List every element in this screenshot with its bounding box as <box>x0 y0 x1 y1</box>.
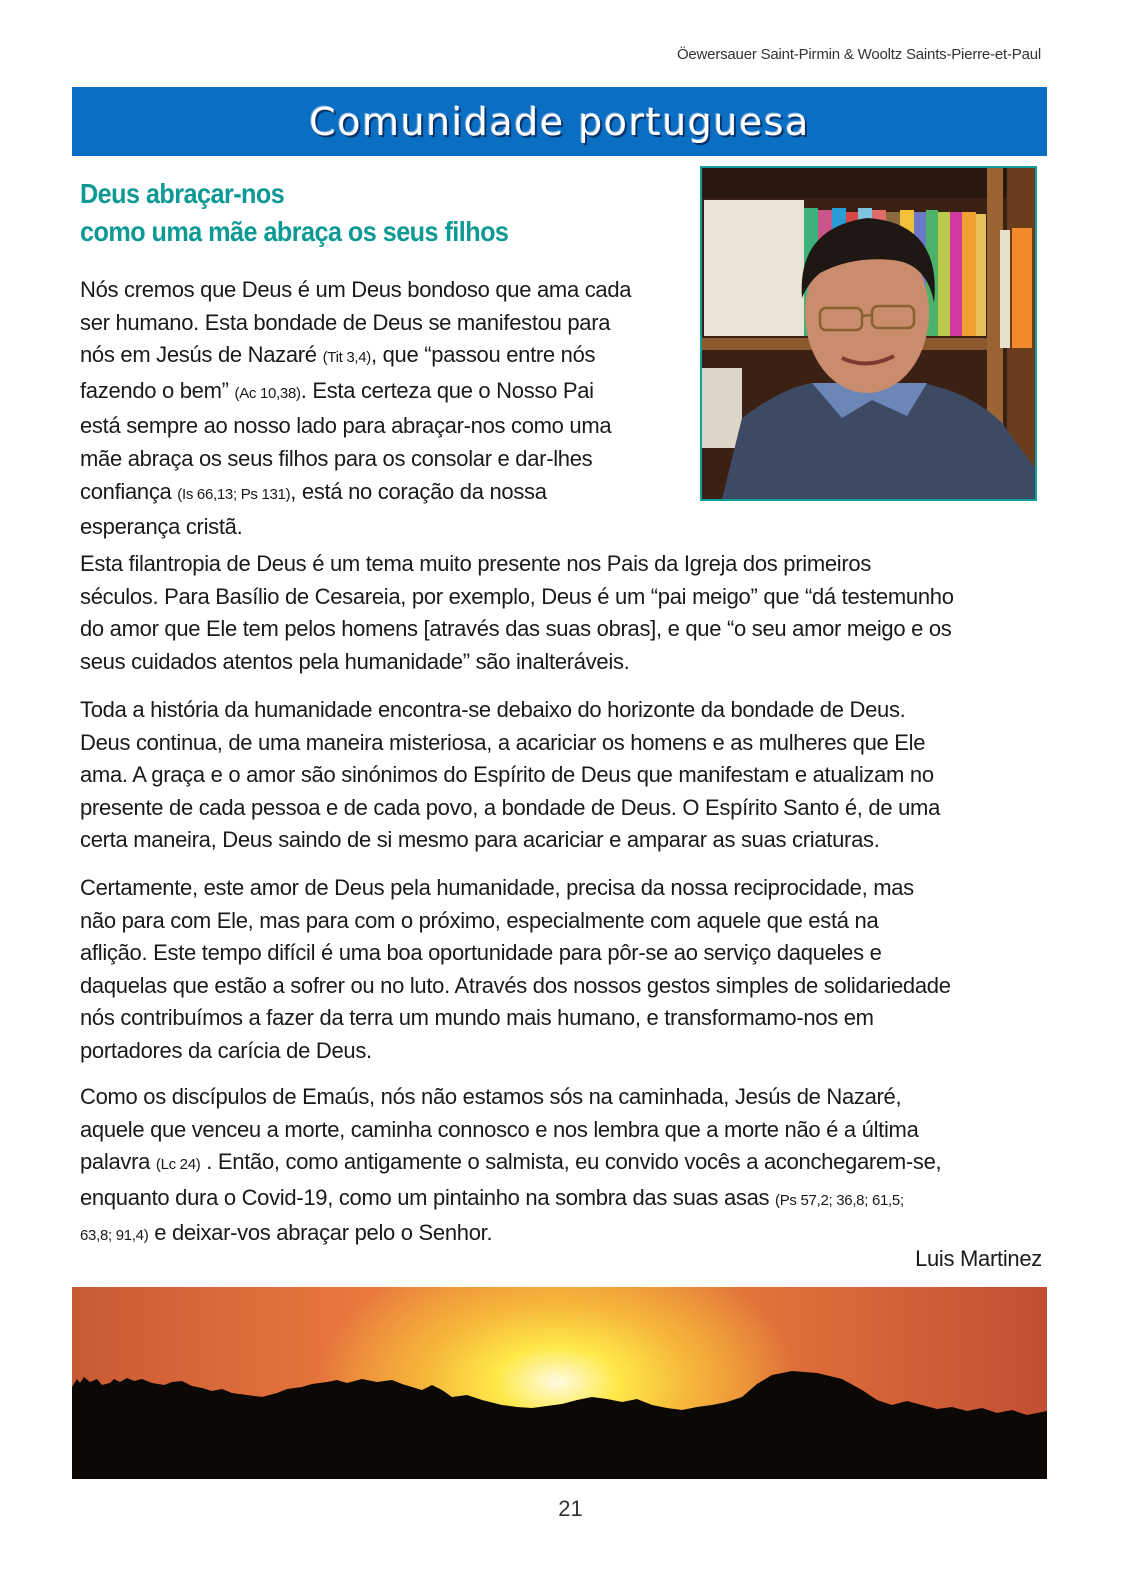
text-line <box>80 970 1042 1003</box>
text-run: esperança cristã. <box>80 514 243 540</box>
text-run: do amor que Ele tem pelos homens [através das suas obras], e que “o seu amor meigo e os <box>80 616 952 642</box>
section-title: Comunidade portuguesa <box>309 99 810 144</box>
article-paragraph <box>80 872 1042 1068</box>
text-run: aquele que venceu a morte, caminha connosco e nos lembra que a morte não é a última <box>80 1116 919 1142</box>
headline-line: Deus abraçar-nos <box>80 178 285 209</box>
text-line <box>80 476 692 512</box>
text-line <box>80 792 1042 825</box>
text-run: nós em Jesús de Nazaré <box>80 342 323 368</box>
text-run: nós contribuímos a fazer da terra um mundo mais humano, e transformamo-nos em <box>80 1005 874 1031</box>
text-line <box>80 1035 1042 1068</box>
scripture-reference: (Lc 24) <box>155 1156 201 1174</box>
article-headline <box>80 175 690 251</box>
text-line <box>80 274 692 307</box>
text-run: presente de cada pessoa e de cada povo, a bondade de Deus. O Espírito Santo é, de uma <box>80 794 941 820</box>
text-run: , está no coração da nossa <box>290 478 547 504</box>
text-run: Nós cremos que Deus é um Deus bondoso que ama cada <box>80 277 632 302</box>
text-run: certa maneira, Deus saindo de si mesmo para acariciar e amparar as suas criaturas. <box>80 827 880 853</box>
author-signature: Luis Martinez <box>915 1246 1042 1271</box>
text-run: confiança <box>80 478 178 504</box>
text-run: palavra <box>80 1149 156 1175</box>
article-paragraph <box>80 694 1042 857</box>
text-run: Esta filantropia de Deus é um tema muito presente nos Pais da Igreja dos primeiros <box>80 551 872 576</box>
text-line <box>80 1002 1042 1035</box>
text-line <box>80 581 1042 614</box>
text-line <box>80 410 692 443</box>
text-run: fazendo o bem” <box>80 377 235 403</box>
text-run: e deixar-vos abraçar pelo o Senhor. <box>148 1220 493 1246</box>
sunset-photo <box>72 1287 1047 1479</box>
text-line <box>80 1182 1042 1218</box>
text-run: aflição. Este tempo difícil é uma boa oportunidade para pôr-se ao serviço daqueles e <box>80 940 882 966</box>
text-run: está sempre ao nosso lado para abraçar-nos como uma <box>80 413 612 439</box>
text-line <box>80 511 692 544</box>
text-run: ama. A graça e o amor são sinónimos do Espírito de Deus que manifestam e atualizam no <box>80 762 934 788</box>
text-run: seus cuidados atentos pela humanidade” são inalteráveis. <box>80 648 630 674</box>
author-portrait-photo <box>700 166 1037 501</box>
article-paragraph <box>80 1081 1042 1253</box>
text-run: . Então, como antigamente o salmista, eu convido vocês a aconchegarem-se, <box>200 1149 942 1175</box>
text-line <box>80 1081 1042 1114</box>
text-run: Deus continua, de uma maneira misteriosa, a acariciar os homens e as mulheres que Ele <box>80 729 926 755</box>
text-run: Como os discípulos de Emaús, nós não estamos sós na caminhada, Jesús de Nazaré, <box>80 1084 902 1109</box>
headline-line: como uma mãe abraça os seus filhos <box>80 216 509 247</box>
page-number: 21 <box>558 1496 583 1521</box>
text-line <box>80 694 1042 727</box>
text-run: ser humano. Esta bondade de Deus se manifestou para <box>80 309 611 335</box>
text-run: . Esta certeza que o Nosso Pai <box>300 377 594 403</box>
text-run: portadores da carícia de Deus. <box>80 1037 372 1063</box>
text-line <box>80 1114 1042 1147</box>
scripture-reference: (Tit 3,4) <box>322 349 371 367</box>
text-line <box>80 759 1042 792</box>
scripture-reference: (Ac 10,38) <box>234 384 301 402</box>
text-line <box>80 646 1042 679</box>
section-banner <box>72 87 1047 156</box>
text-line <box>80 872 1042 905</box>
text-run: mãe abraça os seus filhos para os consolar e dar-lhes <box>80 445 593 471</box>
article-paragraph <box>80 274 692 544</box>
text-line <box>80 375 692 411</box>
portrait-illustration <box>702 168 1035 499</box>
text-line <box>80 307 692 340</box>
tree-silhouette <box>72 1287 1047 1479</box>
text-line <box>80 548 1042 581</box>
text-run: Certamente, este amor de Deus pela humanidade, precisa da nossa reciprocidade, mas <box>80 875 914 900</box>
text-line <box>80 339 692 375</box>
text-line <box>80 613 1042 646</box>
article-paragraph <box>80 548 1042 678</box>
scripture-reference: (Is 66,13; Ps 131) <box>177 485 291 503</box>
scripture-reference: (Ps 57,2; 36,8; 61,5; <box>775 1191 904 1209</box>
running-header: Öewersauer Saint-Pirmin & Wooltz Saints-Pierre-et-Paul <box>676 46 1041 63</box>
text-run: não para com Ele, mas para com o próximo, especialmente com aquele que está na <box>80 907 879 933</box>
text-line <box>80 937 1042 970</box>
text-line <box>80 1217 1042 1253</box>
text-line <box>80 905 1042 938</box>
text-run: enquanto dura o Covid-19, como um pintainho na sombra das suas asas <box>80 1184 776 1210</box>
text-line <box>80 443 692 476</box>
text-run: Toda a história da humanidade encontra-se debaixo do horizonte da bondade de Deus. <box>80 697 906 722</box>
text-run: , que “passou entre nós <box>370 342 596 368</box>
text-line <box>80 1146 1042 1182</box>
text-run: daquelas que estão a sofrer ou no luto. Através dos nossos gestos simples de solidariedade <box>80 972 951 998</box>
text-line <box>80 824 1042 857</box>
text-run: séculos. Para Basílio de Cesareia, por exemplo, Deus é um “pai meigo” que “dá testemunho <box>80 583 954 609</box>
scripture-reference: 63,8; 91,4) <box>80 1227 149 1245</box>
text-line <box>80 727 1042 760</box>
